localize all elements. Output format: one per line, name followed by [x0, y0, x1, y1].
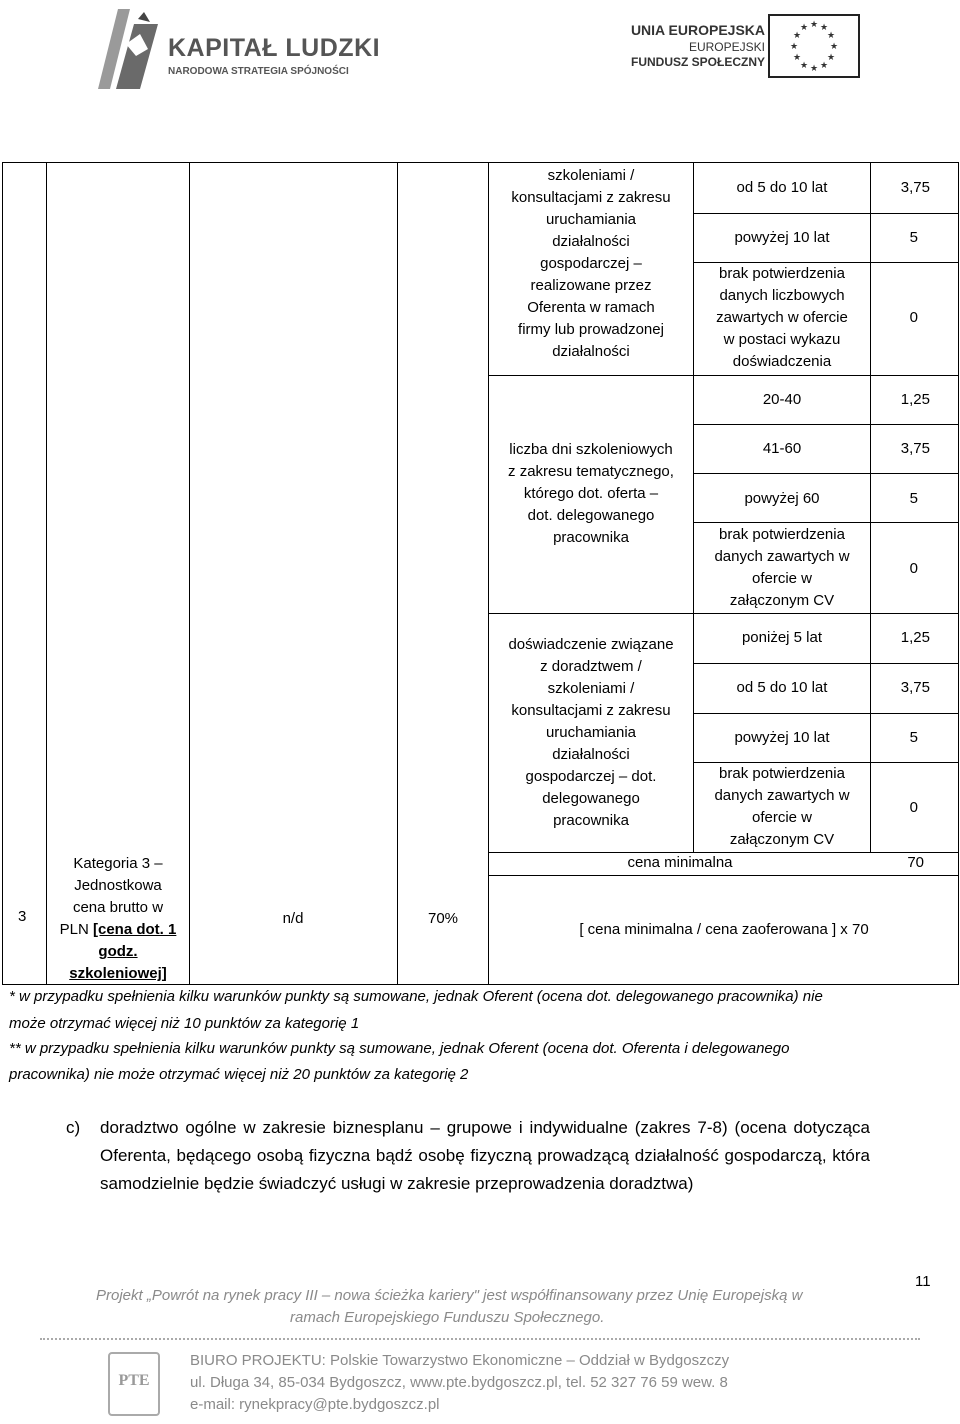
footer-divider [40, 1338, 920, 1340]
label-line: ofercie w [751, 570, 813, 587]
label-line: ofercie w [751, 809, 813, 826]
block1-row-points: 5 [909, 229, 918, 246]
section-c-marker: c) [66, 1118, 81, 1137]
pte-logo-text: PTE [118, 1372, 150, 1389]
row-number: 3 [18, 908, 27, 925]
label-line: załączonym CV [729, 831, 835, 848]
min-price-points: 70 [907, 854, 924, 871]
block1-desc-line: realizowane przez [530, 277, 652, 294]
block2-description [490, 439, 692, 549]
block2-desc-line: liczba dni szkoleniowych [509, 441, 673, 458]
kapital-ludzki-emblem-icon [88, 4, 168, 94]
block3-desc-line: doświadczenie związane [508, 636, 674, 653]
category-line: szkoleniowej] [69, 965, 167, 982]
block1-desc-line: gospodarczej – [540, 255, 642, 272]
block2-row-points: 0 [909, 560, 918, 577]
block2-row-points: 3,75 [900, 440, 930, 457]
label-line: brak potwierdzenia [719, 765, 845, 782]
block3-desc-line: działalności [552, 746, 630, 763]
block3-desc-line: pracownika [553, 812, 629, 829]
block1-row-points: 3,75 [900, 179, 930, 196]
svg-text:★: ★ [829, 42, 839, 52]
kapital-ludzki-subtitle: NARODOWA STRATEGIA SPÓJNOŚCI [168, 66, 349, 77]
note-2-line1: ** w przypadku spełnienia kilku warunków punkty są sumowane, jednak Oferent (ocena dot. Oferenta i delegowanego [9, 1040, 790, 1057]
category-line: cena brutto w [72, 899, 164, 916]
category-line: godz. [98, 943, 138, 960]
block3-row-label: od 5 do 10 lat [736, 679, 828, 696]
pte-logo [108, 1352, 160, 1416]
block3-row-points: 0 [909, 799, 918, 816]
block1-desc-line: konsultacjami z zakresu [511, 189, 671, 206]
note-1-line2: może otrzymać więcej niż 10 punktów za kategorię 1 [9, 1015, 360, 1032]
footer-office-line1: BIURO PROJEKTU: Polskie Towarzystwo Ekonomiczne – Oddział w Bydgoszczy [190, 1352, 730, 1369]
eu-flag-icon [768, 14, 860, 78]
svg-text:★: ★ [799, 23, 809, 33]
min-price-label: cena minimalna [627, 854, 733, 871]
svg-text:★: ★ [792, 31, 802, 41]
block3-desc-line: delegowanego [542, 790, 640, 807]
block2-desc-line: którego dot. oferta – [523, 485, 659, 502]
block2-desc-line: dot. delegowanego [527, 507, 655, 524]
note-1-line1: * w przypadku spełnienia kilku warunków punkty są sumowane, jednak Oferent (ocena dot. delegowanego pracownika) nie [9, 988, 823, 1005]
block1-desc-line: działalności [552, 343, 630, 360]
label-line: w postaci wykazu [723, 331, 841, 348]
price-formula: [ cena minimalna / cena zaoferowana ] x 70 [579, 921, 869, 938]
block2-row-label: 41-60 [762, 440, 802, 457]
category-plain: PLN [59, 921, 93, 938]
block3-desc-line: gospodarczej – dot. [525, 768, 657, 785]
block2-row-points: 1,25 [900, 391, 930, 408]
kapital-ludzki-logo [88, 4, 388, 94]
svg-text:★: ★ [809, 20, 819, 30]
block3-row-label-multi [694, 763, 870, 851]
svg-text:★: ★ [809, 64, 819, 74]
label-line: doświadczenia [732, 353, 832, 370]
category-bold: [cena dot. 1 [93, 921, 177, 938]
label-line: danych zawartych w [714, 787, 850, 804]
weight-value: 70% [427, 910, 459, 927]
section-c-text: doradztwo ogólne w zakresie biznesplanu – grupowe i indywidualne (zakres 7-8) (ocena dotycząca Oferenta, będącego osobą fizyczna bądź osobę fizyczną prowadzącą działalność gospodarczą, która samodzielnie będzie świadczyć usługi w zakresie przeprowadzenia doradztwa) [100, 1118, 870, 1193]
block3-row-points: 3,75 [900, 679, 930, 696]
block3-row-points: 5 [909, 729, 918, 746]
svg-text:★: ★ [819, 23, 829, 33]
block3-row-label: poniżej 5 lat [741, 629, 823, 646]
block3-row-label: powyżej 10 lat [734, 729, 830, 746]
category-line [48, 919, 188, 941]
category-line: Kategoria 3 – [73, 855, 163, 872]
block1-description [490, 165, 692, 363]
eu-logo-line3: FUNDUSZ SPOŁECZNY [630, 55, 765, 69]
kapital-ludzki-title: KAPITAŁ LUDZKI [168, 34, 381, 62]
block3-desc-line: konsultacjami z zakresu [511, 702, 671, 719]
block2-desc-line: z zakresu tematycznego, [508, 463, 674, 480]
block3-desc-line: z doradztwem / [540, 658, 642, 675]
eu-logo-line2: EUROPEJSKI [688, 40, 765, 54]
block1-row-label: powyżej 10 lat [734, 229, 830, 246]
block3-description [490, 634, 692, 832]
label-line: danych zawartych w [714, 548, 850, 565]
svg-text:★: ★ [826, 53, 836, 63]
block1-desc-line: działalności [552, 233, 630, 250]
block1-desc-line: firmy lub prowadzonej [518, 321, 664, 338]
block2-row-label: powyżej 60 [744, 490, 820, 507]
block1-row-points: 0 [909, 309, 918, 326]
svg-text:★: ★ [792, 53, 802, 63]
svg-text:★: ★ [819, 61, 829, 71]
block1-row-label-multi [694, 263, 870, 373]
footer-project-line1: Projekt „Powrót na rynek pracy III – nowa ścieżka kariery" jest współfinansowany przez Unię Europejską w [96, 1287, 803, 1304]
block3-desc-line: szkoleniami / [547, 680, 635, 697]
block1-desc-line: szkoleniami / [547, 167, 635, 184]
eu-logo [620, 14, 930, 84]
block3-desc-line: uruchamiania [545, 724, 637, 741]
category-line: Jednostkowa [74, 877, 162, 894]
svg-text:★: ★ [799, 61, 809, 71]
block2-row-points: 5 [909, 490, 918, 507]
label-line: zawartych w ofercie [716, 309, 848, 326]
category-3-label [48, 853, 188, 985]
block2-row-label: 20-40 [762, 391, 802, 408]
block1-desc-line: Oferenta w ramach [527, 299, 655, 316]
label-line: załączonym CV [729, 592, 835, 609]
footer-project-line2: ramach Europejskiego Funduszu Społecznego. [290, 1309, 605, 1326]
eu-logo-line1: UNIA EUROPEJSKA [630, 22, 765, 38]
block2-desc-line: pracownika [553, 529, 629, 546]
label-line: brak potwierdzenia [719, 526, 845, 543]
svg-text:★: ★ [789, 42, 799, 52]
block3-row-points: 1,25 [900, 629, 930, 646]
svg-text:★: ★ [826, 31, 836, 41]
block1-row-label: od 5 do 10 lat [736, 179, 828, 196]
footer-office-line2: ul. Długa 34, 85-034 Bydgoszcz, www.pte.bydgoszcz.pl, tel. 52 327 76 59 wew. 8 [190, 1374, 728, 1391]
block1-desc-line: uruchamiania [545, 211, 637, 228]
page-number: 11 [915, 1273, 931, 1290]
nd-value: n/d [282, 910, 304, 927]
footer-office-line3: e-mail: rynekpracy@pte.bydgoszcz.pl [190, 1396, 440, 1413]
block2-row-label-multi [694, 524, 870, 612]
note-2-line2: pracownika) nie może otrzymać więcej niż 20 punktów za kategorię 2 [9, 1066, 469, 1083]
label-line: danych liczbowych [719, 287, 845, 304]
label-line: brak potwierdzenia [719, 265, 845, 282]
